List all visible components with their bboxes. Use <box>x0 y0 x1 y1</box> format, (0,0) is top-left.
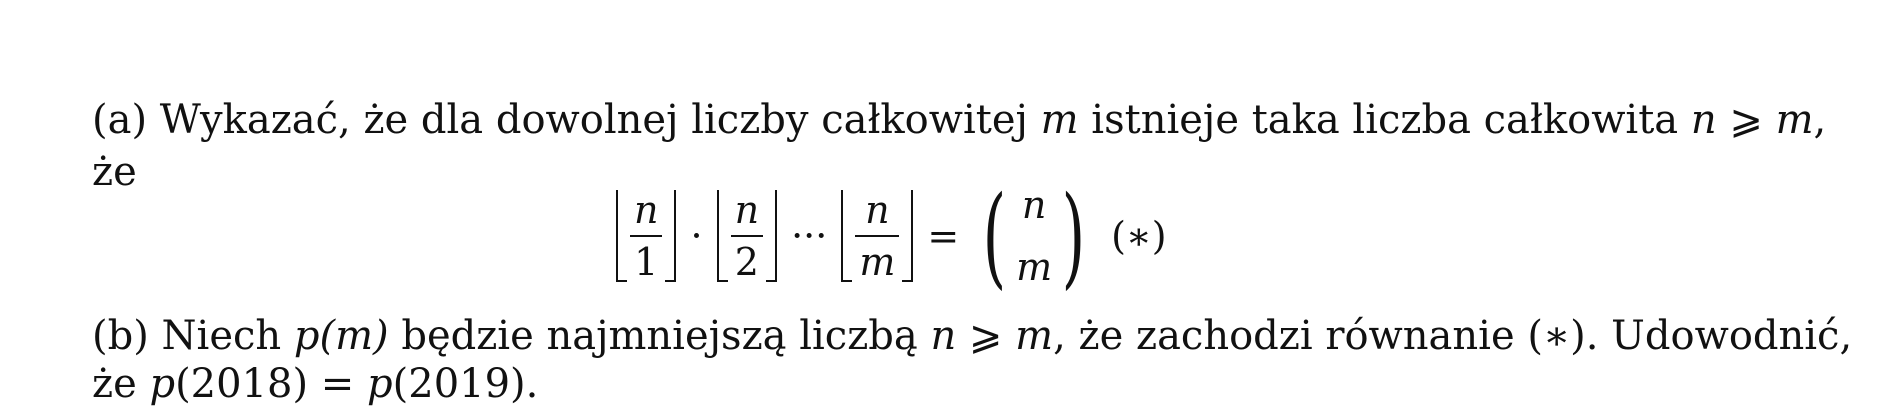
equation-tag: (∗) <box>1111 214 1167 258</box>
math-var-n: n <box>1690 97 1717 143</box>
part-b-text: że <box>92 361 150 407</box>
fraction-n-over-2 <box>727 189 767 283</box>
binomial-top: n <box>1021 183 1047 227</box>
geq-symbol: ⩾ <box>956 313 1016 359</box>
part-a-text: , <box>1813 97 1827 143</box>
math-arg-2018: (2018) = <box>175 361 368 407</box>
part-b-line-1 <box>92 313 1853 359</box>
math-var-n: n <box>930 313 957 359</box>
part-b-text: (b) Niech <box>92 313 294 359</box>
part-a-text: istnieje taka liczba całkowita <box>1078 97 1691 143</box>
fraction-numerator: n <box>634 188 659 232</box>
part-a-line-2 <box>92 149 137 195</box>
binomial-inner <box>1016 183 1053 289</box>
fraction-numerator: n <box>865 188 890 232</box>
math-var-m: m <box>1040 97 1079 143</box>
math-var-m: m <box>1775 97 1814 143</box>
dot-operator: · <box>690 214 703 258</box>
fraction-bar <box>630 235 662 237</box>
fraction-denominator: 1 <box>634 240 659 284</box>
binomial-coefficient <box>973 172 1095 300</box>
floor-bracket-3 <box>841 186 913 286</box>
part-b-text: , że zachodzi równanie (∗). Udowodnić, <box>1053 313 1853 359</box>
part-b-line-2 <box>92 361 539 407</box>
floor-bracket-1 <box>616 186 676 286</box>
math-arg-2019: (2019). <box>392 361 539 407</box>
part-a-line-1 <box>92 97 1827 143</box>
math-p: p <box>367 361 393 407</box>
math-var-m: m <box>1015 313 1054 359</box>
fraction-bar <box>731 235 763 237</box>
fraction-denominator: m <box>859 240 896 284</box>
fraction-denominator: 2 <box>734 240 759 284</box>
part-a-text: że <box>92 149 137 195</box>
binomial-bottom: m <box>1016 245 1053 289</box>
fraction-n-over-1 <box>626 189 666 283</box>
floor-bracket-2 <box>717 186 777 286</box>
math-p-of-m: p(m) <box>293 313 389 359</box>
right-paren: ) <box>1061 172 1086 300</box>
ellipsis: ··· <box>791 214 828 258</box>
math-p: p <box>149 361 176 407</box>
part-b-text: będzie najmniejszą liczbą <box>388 313 931 359</box>
fraction-numerator: n <box>734 188 760 232</box>
left-paren: ( <box>982 172 1007 300</box>
geq-symbol: ⩾ <box>1716 97 1776 143</box>
fraction-n-over-m <box>851 189 903 283</box>
part-a-text: (a) Wykazać, że dla dowolnej liczby całkowitej <box>92 97 1041 143</box>
fraction-bar <box>855 235 899 237</box>
equals-sign: = <box>927 214 960 258</box>
display-equation <box>616 172 1167 300</box>
